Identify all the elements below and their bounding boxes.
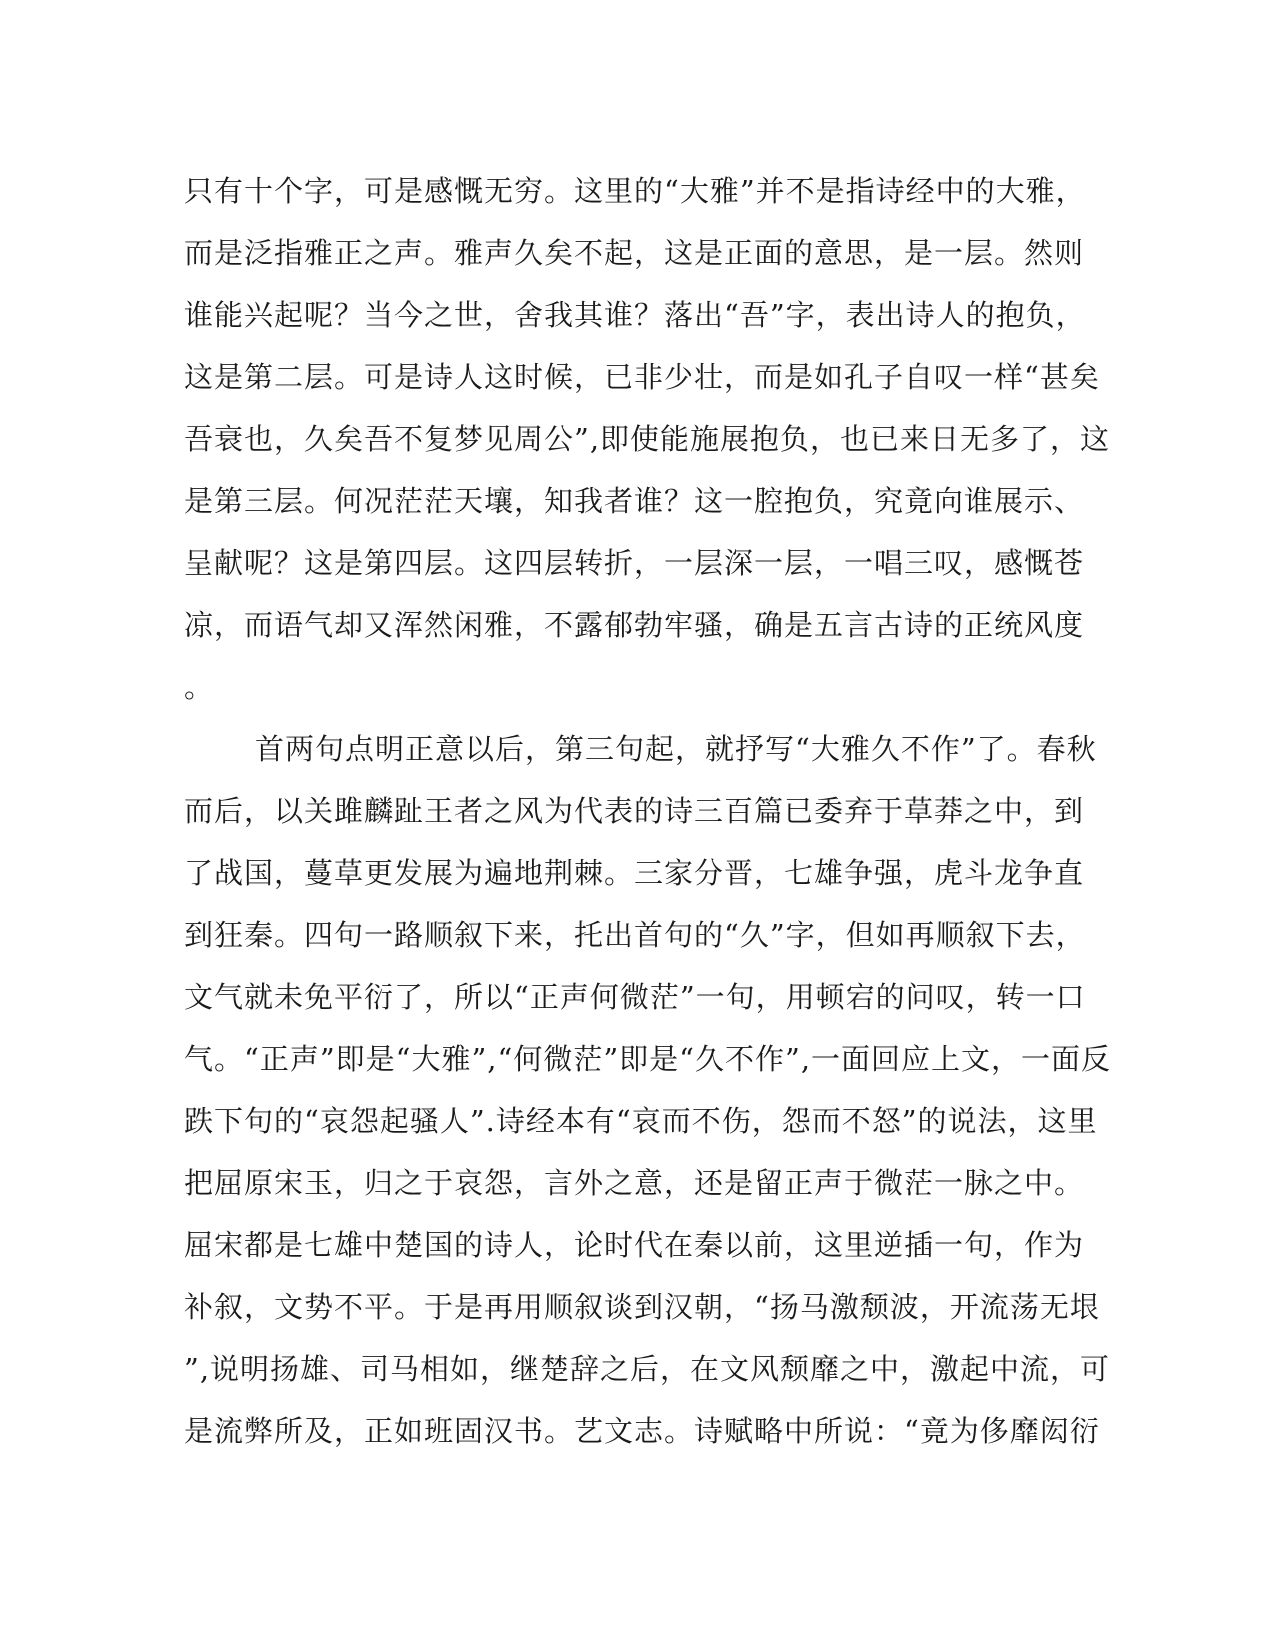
text-line-20: ”,说明扬雄、司马相如，继楚辞之后，在文风颓靡之中，激起中流，可 — [184, 1352, 1111, 1386]
text-line-5: 吾衰也，久矣吾不复梦见周公”,即使能施展抱负，也已来日无多了，这 — [184, 422, 1111, 456]
text-line-16: 跌下句的“哀怨起骚人”.诗经本有“哀而不伤，怨而不怒”的说法，这里 — [184, 1104, 1098, 1138]
text-line-3: 谁能兴起呢？当今之世，舍我其谁？落出“吾”字，表出诗人的抱负， — [184, 298, 1086, 332]
paragraph-start-line: 首两句点明正意以后，第三句起，就抒写“大雅久不作”了。春秋 — [255, 732, 1097, 766]
body-text — [184, 160, 1112, 1462]
text-line-21: 是流弊所及，正如班固汉书。艺文志。诗赋略中所说：“竟为侈靡闳衍 — [184, 1414, 1100, 1448]
text-line-9: 。 — [184, 670, 215, 704]
text-line-12: 了战国，蔓草更发展为遍地荆棘。三家分晋，七雄争强，虎斗龙争直 — [184, 856, 1085, 890]
text-line-2: 而是泛指雅正之声。雅声久矣不起，这是正面的意思，是一层。然则 — [184, 236, 1085, 270]
text-line-11: 而后，以关雎麟趾王者之风为代表的诗三百篇已委弃于草莽之中，到 — [184, 794, 1085, 828]
text-line-6: 是第三层。何况茫茫天壤，知我者谁？这一腔抱负，究竟向谁展示、 — [184, 484, 1085, 518]
text-line-1: 只有十个字，可是感慨无穷。这里的“大雅”并不是指诗经中的大雅， — [184, 174, 1086, 208]
text-line-8: 凉，而语气却又浑然闲雅，不露郁勃牢骚，确是五言古诗的正统风度 — [184, 608, 1085, 642]
text-line-18: 屈宋都是七雄中楚国的诗人，论时代在秦以前，这里逆插一句，作为 — [184, 1228, 1085, 1262]
text-line-15: 气。“正声”即是“大雅”,“何微茫”即是“久不作”,一面回应上文，一面反 — [184, 1042, 1112, 1076]
text-line-17: 把屈原宋玉，归之于哀怨，言外之意，还是留正声于微茫一脉之中。 — [184, 1166, 1085, 1200]
text-line-14: 文气就未免平衍了，所以“正声何微茫”一句，用顿宕的问叹，转一口 — [184, 980, 1086, 1014]
text-line-13: 到狂秦。四句一路顺叙下来，托出首句的“久”字，但如再顺叙下去， — [184, 918, 1086, 952]
text-line-4: 这是第二层。可是诗人这时候，已非少壮，而是如孔子自叹一样“甚矣 — [184, 360, 1100, 394]
text-line-7: 呈献呢？这是第四层。这四层转折，一层深一层，一唱三叹，感慨苍 — [184, 546, 1085, 580]
text-line-19: 补叙，文势不平。于是再用顺叙谈到汉朝，“扬马激颓波，开流荡无垠 — [184, 1290, 1100, 1324]
